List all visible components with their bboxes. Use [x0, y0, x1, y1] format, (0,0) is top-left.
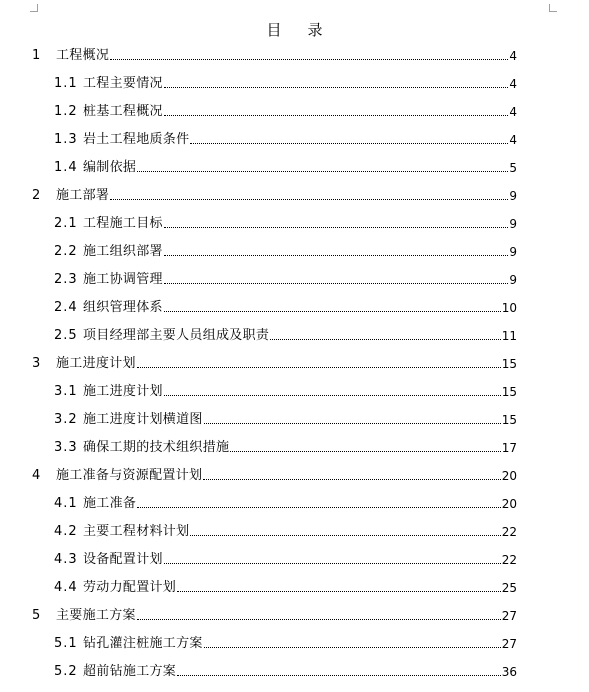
toc-entry-number: 2.1 [54, 216, 78, 231]
toc-entry-page-number: 20 [501, 497, 517, 511]
toc-entry-number: 4.3 [54, 552, 78, 567]
toc-entry-number: 3.2 [54, 412, 78, 427]
toc-entry-number: 4.2 [54, 524, 78, 539]
toc-entry-page-number: 9 [509, 217, 517, 231]
toc-entry-page-number: 22 [501, 525, 517, 539]
toc-entry-page-number: 4 [509, 49, 517, 63]
toc-title [0, 19, 589, 40]
toc-entry-page-number: 10 [501, 301, 517, 315]
toc-entry-page-number: 22 [501, 553, 517, 567]
toc-section-entry[interactable] [54, 74, 517, 92]
toc-entry-number: 3 [32, 356, 41, 371]
page-corner-mark-left [30, 4, 38, 12]
toc-entry-page-number: 15 [501, 413, 517, 427]
toc-dot-leader [204, 647, 501, 648]
toc-entry-number: 5.2 [54, 664, 78, 679]
toc-dot-leader [230, 451, 500, 452]
toc-entry-number: 5.1 [54, 636, 78, 651]
toc-section-entry[interactable] [54, 214, 517, 232]
toc-entry-title: 钻孔灌注桩施工方案 [83, 636, 203, 651]
toc-entry-number: 2.2 [54, 244, 78, 259]
toc-entry-page-number: 20 [501, 469, 517, 483]
toc-entry-title: 桩基工程概况 [83, 104, 163, 119]
toc-entry-number: 4 [32, 468, 41, 483]
toc-entry-title: 施工进度计划 [83, 384, 163, 399]
toc-dot-leader [137, 619, 501, 620]
page-corner-mark-right [549, 4, 557, 12]
toc-section-entry[interactable] [54, 270, 517, 288]
toc-entry-number: 5 [32, 608, 41, 623]
toc-entry-title: 施工组织部署 [83, 244, 163, 259]
toc-entry-number: 3.3 [54, 440, 78, 455]
toc-entry-title: 超前钻施工方案 [83, 664, 177, 679]
toc-entry-number: 4.4 [54, 580, 78, 595]
toc-entry-page-number: 9 [509, 189, 517, 203]
toc-entry-title: 施工部署 [56, 188, 110, 203]
toc-dot-leader [164, 115, 509, 116]
toc-entry-title: 施工进度计划 [56, 356, 136, 371]
toc-section-entry[interactable] [54, 382, 517, 400]
toc-chapter-entry[interactable] [32, 186, 517, 204]
toc-dot-leader [164, 563, 501, 564]
toc-entry-number: 2.5 [54, 328, 78, 343]
toc-entry-title: 岩土工程地质条件 [83, 132, 190, 147]
toc-entry-number: 2.3 [54, 272, 78, 287]
toc-dot-leader [204, 423, 501, 424]
toc-entry-number: 1.2 [54, 104, 78, 119]
toc-section-entry[interactable] [54, 578, 517, 596]
toc-entry-page-number: 17 [501, 441, 517, 455]
toc-dot-leader [164, 255, 509, 256]
toc-section-entry[interactable] [54, 102, 517, 120]
toc-section-entry[interactable] [54, 410, 517, 428]
toc-entry-title: 组织管理体系 [83, 300, 163, 315]
toc-section-entry[interactable] [54, 158, 517, 176]
toc-entry-number: 4.1 [54, 496, 78, 511]
toc-chapter-entry[interactable] [32, 354, 517, 372]
toc-entry-page-number: 4 [509, 77, 517, 91]
toc-dot-leader [164, 87, 509, 88]
toc-entry-number: 3.1 [54, 384, 78, 399]
toc-entry-number: 1 [32, 48, 41, 63]
toc-entry-page-number: 15 [501, 385, 517, 399]
toc-section-entry[interactable] [54, 662, 517, 680]
toc-dot-leader [137, 507, 501, 508]
toc-section-entry[interactable] [54, 494, 517, 512]
toc-dot-leader [177, 591, 501, 592]
toc-entry-title: 施工准备与资源配置计划 [56, 468, 203, 483]
toc-dot-leader [190, 535, 500, 536]
toc-section-entry[interactable] [54, 634, 517, 652]
toc-entry-page-number: 27 [501, 609, 517, 623]
toc-dot-leader [137, 171, 508, 172]
toc-chapter-entry[interactable] [32, 466, 517, 484]
toc-section-entry[interactable] [54, 130, 517, 148]
toc-entry-page-number: 4 [509, 105, 517, 119]
toc-entry-title: 劳动力配置计划 [83, 580, 177, 595]
toc-entry-title: 工程概况 [56, 48, 110, 63]
toc-entry-title: 工程主要情况 [83, 76, 163, 91]
toc-dot-leader [177, 675, 501, 676]
toc-dot-leader [110, 59, 508, 60]
toc-entry-page-number: 27 [501, 637, 517, 651]
toc-entry-title: 确保工期的技术组织措施 [83, 440, 230, 455]
toc-section-entry[interactable] [54, 438, 517, 456]
toc-entry-page-number: 36 [501, 665, 517, 679]
toc-dot-leader [137, 367, 501, 368]
toc-entry-title: 设备配置计划 [83, 552, 163, 567]
toc-section-entry[interactable] [54, 298, 517, 316]
toc-title-char-2: 录 [307, 21, 323, 39]
toc-entry-number: 1.3 [54, 132, 78, 147]
toc-dot-leader [190, 143, 508, 144]
toc-dot-leader [203, 479, 500, 480]
toc-chapter-entry[interactable] [32, 606, 517, 624]
toc-entry-title: 主要施工方案 [56, 608, 136, 623]
toc-section-entry[interactable] [54, 326, 517, 344]
toc-entry-page-number: 9 [509, 273, 517, 287]
toc-entry-title: 施工协调管理 [83, 272, 163, 287]
toc-dot-leader [270, 339, 501, 340]
toc-entry-page-number: 4 [509, 133, 517, 147]
toc-dot-leader [164, 311, 501, 312]
toc-dot-leader [164, 283, 509, 284]
toc-entry-page-number: 5 [509, 161, 517, 175]
toc-dot-leader [110, 199, 508, 200]
toc-section-entry[interactable] [54, 522, 517, 540]
toc-entry-title: 编制依据 [83, 160, 137, 175]
toc-dot-leader [164, 227, 509, 228]
toc-dot-leader [164, 395, 501, 396]
toc-entry-page-number: 25 [501, 581, 517, 595]
toc-section-entry[interactable] [54, 550, 517, 568]
toc-entry-page-number: 11 [501, 329, 517, 343]
toc-entry-title: 施工准备 [83, 496, 137, 511]
toc-entry-number: 1.4 [54, 160, 78, 175]
toc-entry-title: 主要工程材料计划 [83, 524, 190, 539]
toc-section-entry[interactable] [54, 242, 517, 260]
toc-entry-title: 项目经理部主要人员组成及职责 [83, 328, 270, 343]
toc-entry-page-number: 15 [501, 357, 517, 371]
toc-entry-number: 1.1 [54, 76, 78, 91]
toc-entry-title: 施工进度计划横道图 [83, 412, 203, 427]
toc-entry-number: 2 [32, 188, 41, 203]
toc-entry-page-number: 9 [509, 245, 517, 259]
toc-entry-number: 2.4 [54, 300, 78, 315]
toc-chapter-entry[interactable] [32, 46, 517, 64]
toc-title-char-1: 目 [266, 21, 282, 39]
toc-entry-title: 工程施工目标 [83, 216, 163, 231]
